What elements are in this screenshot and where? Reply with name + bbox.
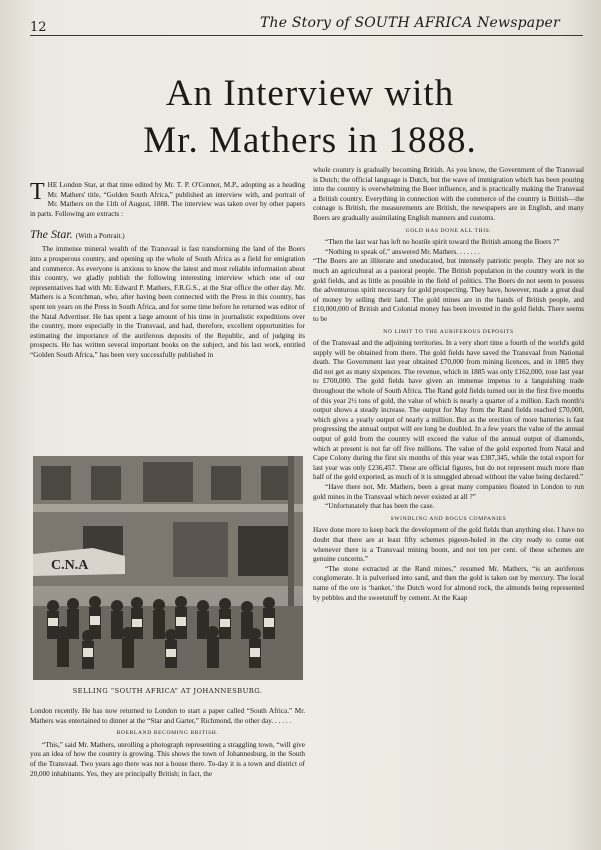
street-scene-photo [33,456,303,680]
shop-sign: C.N.A [51,558,89,573]
left-column-top [30,181,305,361]
drop-cap: T [30,179,45,205]
title-line-2: Mr. Mathers in 1888. [143,120,477,161]
intro-paragraph: THE London Star, at that time edited by Mr. T. P. O'Connor, M.P., adopting as a heading Mr. Mathers' title, “Golden South Africa,” published an interview with, and portrait of Mr. Mathers on the 11th of August, 1888. The interview was taken over by other papers in parts. Following are extracts : [30,179,305,218]
paragraph: “The Boers are an illiterate and uneducated, but intensely patriotic people. They are not so much an agricultural as a pastoral people. The British population in the country work in the gold fields, and as little as possible in the field of politics. The Boers do not seem to possess the adventurous spirit necessary for gold prospecting. They have, however, made a great deal of money by selling their land. The gold mines are in the hands of British people, and £10,000,000 of British and Colonial money has been invested in the gold fields. There seems to be [313,257,584,323]
running-head: The Story of SOUTH AFRICA Newspaper [260,15,560,31]
section-heading: GOLD HAS DONE ALL THIS. [405,227,492,234]
article-title [40,70,580,164]
right-column [313,166,584,603]
paragraph: London recently. He has now returned to London to start a paper called “South Africa.” Mr. Mathers was entertained to dinner at the “Star and Garter,” Richmond, the other day. . . . . . [30,707,305,725]
paragraph: of the Transvaal and the adjoining territories. In a very short time a fourth of the world's gold supply will be obtained from there. The gold fields have saved the Transvaal from National death. The Government last year obtained £70,000 from mining licences, and in 1885 they did not get as many sixpences. The revenue, which in 1885 was only £162,000, rose last year to £700,000. The gold fields have given an immense impetus to a languishing trade throughout the whole of South Africa. The Rand gold fields turned out in the first five months of this year 2½ tons of gold, the value of which is nearly a quarter of a million. Each month's output shows a steady increase. The output for May from the Rand fields reached £70,000, which gives a yearly output of nearly a million. But as the erection of more batteries is fast progressing the annual output will ere long be doubled. In a few years the value of the annual output of gold from the country will exceed the value of the annual output of diamonds, which at present is not far off five millions. The value of the gold exported from Natal and Cape Colony during the first six months of this year was £387,345, while the total export for last year was only £236,457. These are official figures, but do not represent much more than half of the gold exported, as much of it is smuggled abroad without the value being declared.” [313,339,584,482]
page-number: 12 [30,20,47,35]
paragraph: “Nothing to speak of,” answered Mr. Mathers. . . . . . . [325,247,480,256]
section-heading: NO LIMIT TO THE AURIFEROUS DEPOSITS [383,328,514,335]
subhead-star: The Star. (With a Portrait.) [30,227,125,242]
photo-caption: SELLING “SOUTH AFRICA” AT JOHANNESBURG. [72,687,263,695]
paragraph: “The stone extracted at the Rand mines,” resumed Mr. Mathers, “is an auriferous conglomerate. It is pulverised into sand, and then the gold is taken out by mercury. The local name of the ore is ‘banket,’ the Dutch word for almond rock, the almonds being represented by pebbles and the sweetstuff by cement. At the Kaap [313,564,584,602]
left-column-bottom [30,707,305,779]
paragraph: The immense mineral wealth of the Transvaal is fast transforming the land of the Boers into a prosperous country, and opening up the whole of South Africa as a field for emigration and commerce. As everyone is anxious to know the latest and most reliable information about this country, we gladly publish the following interesting interview which one of our representatives had with Mr. Edward P. Mathers, F.R.G.S., at the Star office the other day. Mr. Mathers is a Scotchman, who, after having been connected with the Press in this country, has spent ten years on the Press in South Africa, and for some time before he returned was editor of the Natal Advertiser. He has spent a large amount of his time in journalistic expeditions over the country, more especially in the Transvaal, and had, therefore, excellent opportunities for estimating the importance of the auriferous deposits of the Republic, and of judging its prospects. He has written several important books on the subject, and his last work, entitled “Golden South Africa,” has been very successfully published in [30,245,305,359]
paragraph: “This,” said Mr. Mathers, unrolling a photograph representing a straggling town, “will give you an idea of how the country is growing. This shows the town of Johannesburg, in the South of the Transvaal. Two years ago there was not a house there. To-day it is a town and district of 20,000 inhabitants. Yes, they are principally British; in fact, the [30,740,305,778]
section-heading: SWINDLING AND BOGUS COMPANIES [390,515,507,522]
header-rule [30,35,583,36]
paragraph: Have done more to keep back the development of the gold fields than anything else. I have no doubt that there are at least fifty schemes pigeon-holed in the city ready to come out whenever there is a Transvaal mining boom, and not ten per cent. of these schemes are genuine concerns.” [313,526,584,564]
title-line-1: An Interview with [165,73,455,114]
section-heading: BOERLAND BECOMING BRITISH. [116,730,219,737]
photograph [33,456,303,680]
paragraph: “Unfortunately that has been the case. [325,502,435,511]
paragraph: whole country is gradually becoming British. As you know, the Government of the Transvaal is Dutch; the official language is Dutch, but the wave of immigration which has been pouring into the country is overwhelming the Boer influence, and is practically making the Transvaal a British country. Everything in connection with the commerce of the country is British—the coinage is British, the measurements are British, the newspapers are in English, and many Boers are gradually assimilating English manners and customs. [313,166,584,222]
paragraph: “Then the last war has left no hostile spirit toward the British among the Boers ?” [325,238,560,247]
paragraph: “Have there not, Mr. Mathers, been a great many companies floated in London to run gold mines in the Transvaal which never existed at all ?” [313,483,584,501]
